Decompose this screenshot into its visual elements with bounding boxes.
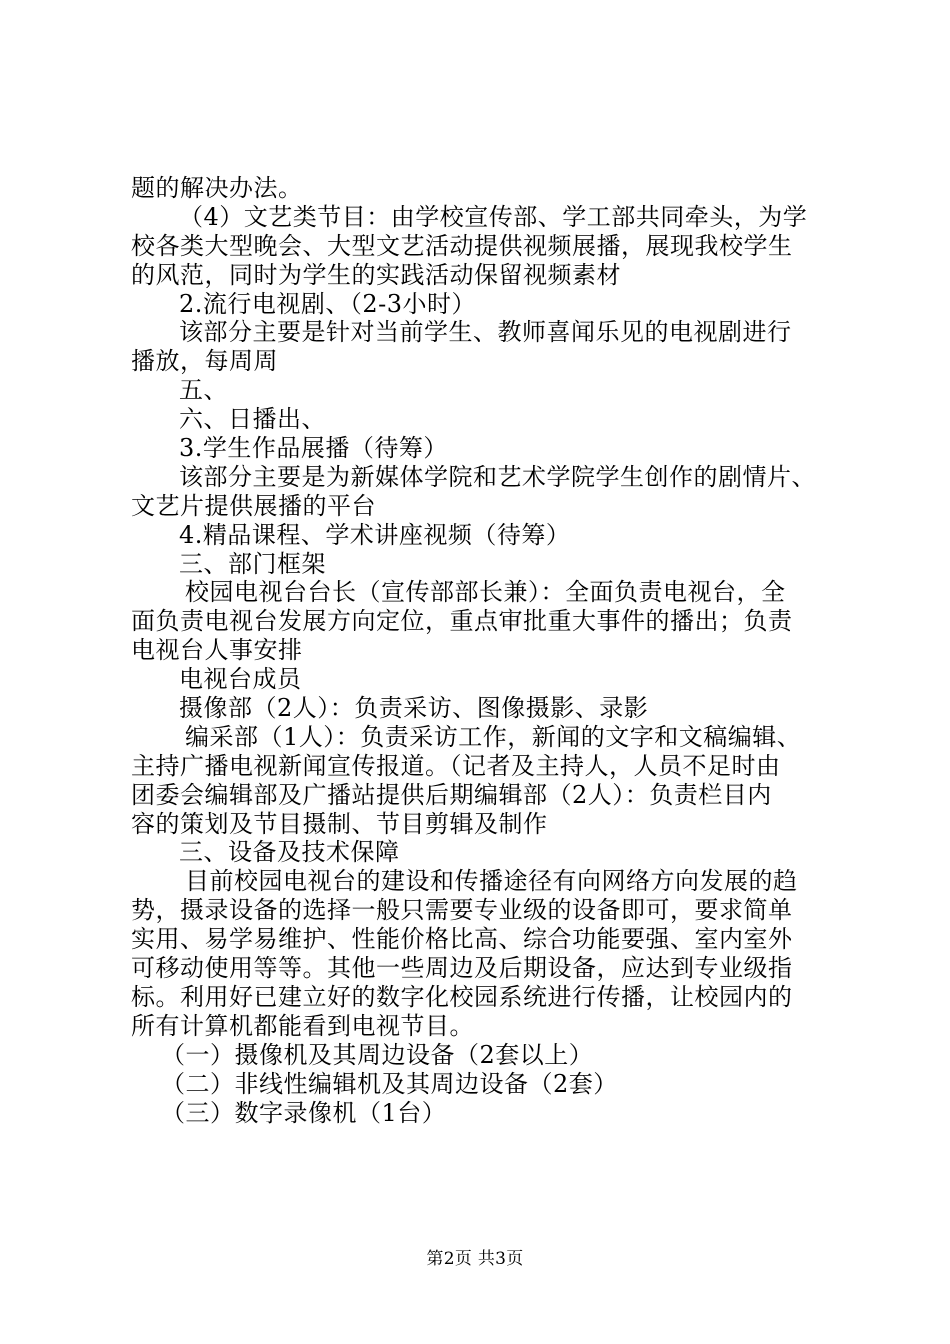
text-line: （二）非线性编辑机及其周边设备（2套） [161, 1069, 618, 1098]
text-line: 的风范，同时为学生的实践活动保留视频素材 [131, 260, 621, 289]
document-body [131, 174, 831, 1127]
text-line: 2.流行电视剧、（2-3小时） [179, 289, 477, 318]
text-line: 三、设备及技术保障 [179, 838, 400, 867]
text-line: 目前校园电视台的建设和传播途径有向网络方向发展的趋 [185, 867, 798, 896]
text-line: 所有计算机都能看到电视节目。 [131, 1011, 474, 1040]
text-line: 六、日播出、 [179, 405, 326, 434]
text-line: 文艺片提供展播的平台 [131, 491, 376, 520]
text-line: 标。利用好已建立好的数字化校园系统进行传播，让校园内的 [131, 982, 793, 1011]
text-line: 4.精品课程、学术讲座视频（待筹） [179, 520, 571, 549]
text-line: 实用、易学易维护、性能价格比高、综合功能要强、室内室外 [131, 925, 793, 954]
text-line: 五、 [179, 376, 228, 405]
text-line: 电视台成员 [179, 665, 302, 694]
text-line: 电视台人事安排 [131, 636, 303, 665]
text-line: 摄像部（2人）：负责采访、图像摄影、录影 [179, 694, 649, 723]
text-line: 该部分主要是为新媒体学院和艺术学院学生创作的剧情片、 [179, 462, 816, 491]
text-line: 题的解决办法。 [131, 174, 303, 202]
text-line: 播放，每周周 [131, 347, 278, 376]
text-line: （一）摄像机及其周边设备（2套以上） [161, 1040, 594, 1069]
text-line: 势，摄录设备的选择一般只需要专业级的设备即可，要求简单 [131, 896, 793, 925]
text-line: 团委会编辑部及广播站提供后期编辑部（2人）：负责栏目内 [131, 780, 772, 809]
text-line: 3.学生作品展播（待筹） [179, 434, 448, 463]
text-line: 校各类大型晚会、大型文艺活动提供视频展播，展现我校学生 [131, 231, 793, 260]
page-footer [0, 1244, 950, 1269]
text-line: 主持广播电视新闻宣传报道。（记者及主持人，人员不足时由 [131, 751, 781, 780]
text-line: 三、部门框架 [179, 549, 326, 578]
text-line: 面负责电视台发展方向定位，重点审批重大事件的播出；负责 [131, 607, 793, 636]
text-line: 编采部（1人）：负责采访工作，新闻的文字和文稿编辑、 [185, 722, 802, 751]
text-line: 容的策划及节目摄制、节目剪辑及制作 [131, 809, 548, 838]
text-line: 该部分主要是针对当前学生、教师喜闻乐见的电视剧进行 [179, 318, 792, 347]
page-number: 第2页 共3页 [426, 1249, 524, 1269]
text-line: 校园电视台台长（宣传部部长兼）：全面负责电视台，全 [185, 578, 786, 607]
text-line: 可移动使用等等。其他一些周边及后期设备，应达到专业级指 [131, 954, 793, 983]
text-line: （三）数字录像机（1台） [161, 1098, 447, 1127]
text-line: （4）文艺类节目：由学校宣传部、学工部共同牵头，为学 [179, 202, 808, 231]
